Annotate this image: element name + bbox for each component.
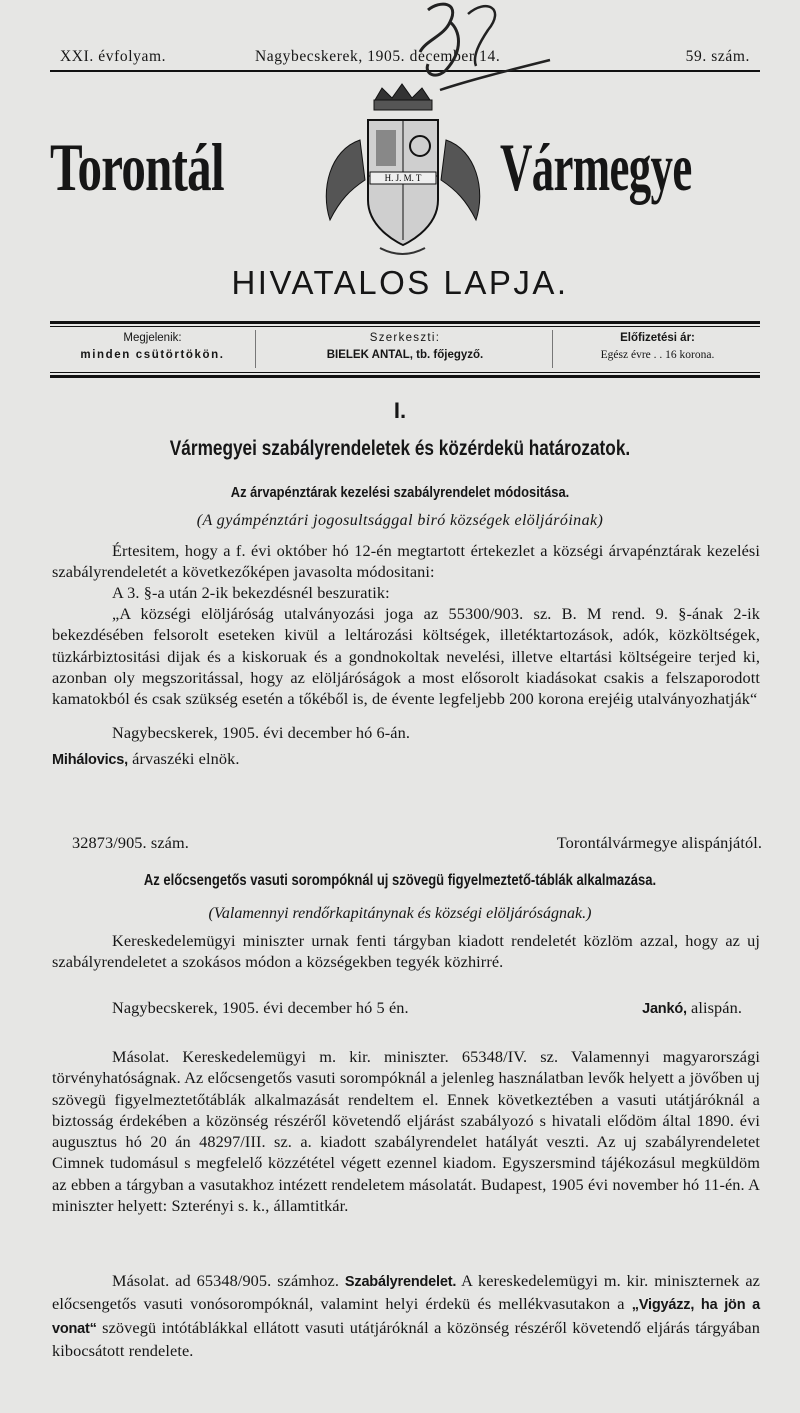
svg-text:H. J. M. T: H. J. M. T — [384, 173, 422, 183]
regulation-heading: Szabályrendelet. — [344, 1274, 457, 1290]
section-number: I. — [393, 398, 407, 423]
issue-number: 59. szám. — [685, 48, 750, 65]
appears-label: Megjelenik: — [123, 332, 182, 344]
article1-signature — [52, 748, 742, 771]
divider — [552, 330, 553, 368]
divider — [50, 321, 760, 324]
article2-paragraph: Kereskedelemügyi miniszter urnak fenti tárgyban kiadott rendeletét közlöm azzal, hogy az uj szabályrendeletet a szokásos módon a községekben tegyék közhirré. — [52, 931, 760, 972]
article1-date: Nagybecskerek, 1905. évi december hó 6-án. — [112, 723, 411, 742]
document-source: Torontálvármegye alispánjától. — [556, 833, 762, 852]
document-number: 32873/905. szám. — [72, 833, 189, 852]
article1-paragraph: A 3. §-a után 2-ik bekezdésnél beszuratik: — [112, 583, 390, 602]
appears-value: minden csütörtökön. — [80, 349, 225, 361]
article2-header — [72, 832, 762, 853]
appears-info — [55, 330, 250, 364]
subtitle: HIVATALOS LAPJA. — [231, 264, 569, 301]
editor-value: BIELEK ANTAL, tb. főjegyző. — [326, 349, 484, 361]
divider — [50, 326, 760, 327]
place-date: Nagybecskerek, 1905. december 14. — [255, 48, 501, 65]
copy-paragraph: Másolat. Kereskedelemügyi m. kir. miniszter. 65348/IV. sz. Valamennyi magyarországi törvényhatóságnak. Az előcsengetős vasuti sorompóknál a jelenleg használatban levők helyett a jövőben uj szövegü figyelmeztetőtáblák alkalmazását rendeltem el. Ennek következtében a vasuti utátjáróknál a biztosság érdekében a közönség részéről követendő eljárást szabályozó s hivatali elődöm által 1890. évi augusztus hó 20 án 48297/III. sz. a. kiadott szabályrendelet hatályát veszti. Az uj szabályrendeletet Cimnek tudomásul s megfelelő közzététel végett ezennel kiadom. Egyszersmind tájékozásul megküldöm az ebben a tárgyban a vasutakhoz intézett rendeletem másolatát. Budapest, 1905 évi november hó 11-én. A miniszter helyett: Szterényi s. k., államtitkár. — [52, 1047, 760, 1216]
title-right: Vármegye — [500, 129, 692, 205]
editor-info — [260, 330, 550, 364]
price-value: Egész évre . . 16 korona. — [600, 349, 715, 361]
signer-title: alispán. — [691, 998, 742, 1017]
warning-sign-text: „Vigyázz, ha jön a vonat“ — [52, 1297, 761, 1337]
divider — [255, 330, 256, 368]
section-title: Vármegyei szabályrendeletek és közérdekü határozatok. — [169, 437, 631, 460]
article1-title: Az árvapénztárak kezelési szabályrendelet módositása. — [230, 484, 570, 501]
title-left: Torontál — [50, 129, 224, 205]
price-info — [555, 330, 760, 364]
coat-of-arms-logo — [310, 80, 495, 260]
volume: XXI. évfolyam. — [60, 48, 167, 65]
copy-reference: Másolat. ad 65348/905. számhoz. — [112, 1271, 340, 1290]
editor-label: Szerkeszti: — [369, 332, 441, 344]
regulation-text: szövegü intótáblákkal ellátott vasuti utátjáróknál a közönség részéről követendő eljárás tárgyában kibocsátott rendelete. — [52, 1317, 760, 1360]
signer-name: Mihálovics, — [52, 752, 128, 768]
price-label: Előfizetési ár: — [620, 332, 695, 344]
regulation-text: A kereskedelemügyi m. kir. miniszternek az előcsengetős vasuti vonósorompóknál, valamint helyi érdekü és mellékvasutakon a — [52, 1271, 761, 1314]
regulation-paragraph — [52, 1270, 760, 1361]
article1-addressee: (A gyámpénztári jogosultsággal biró községek elöljáróinak) — [196, 512, 604, 529]
article2-title: Az előcsengetős vasuti sorompóknál uj szövegü figyelmeztető-táblák alkalmazása. — [143, 872, 657, 889]
signer-name: Jankó, — [642, 1001, 687, 1017]
article1-quote: „A községi elöljáróság utalványozási joga az 55300/903. sz. B. M rend. 9. §-ának 2-ik bekezdésében felsorolt eseteken kivül a leltározási költségek, illetéktartozások, adók, közköltségek, tüzkárbiztositási dijak és a kiskoruak és a gondnokoltak nevelési, illetve eltartási költségeire terjed ki, azonban oly megszoritással, hogy az elöljáróságok a most elősorolt kiadásokat csakis a felszaporodott kamatokból és csak szükség esetén a tőkéből is, de évente legfeljebb 200 korona erejéig utalványozhatják“ — [52, 604, 760, 709]
article2-addressee: (Valamennyi rendőrkapitánynak és községi elöljáróságnak.) — [208, 905, 592, 922]
article2-signoff — [52, 997, 760, 1018]
article2-date: Nagybecskerek, 1905. évi december hó 5 én. — [112, 998, 409, 1017]
signer-title: árvaszéki elnök. — [132, 749, 240, 768]
article1-paragraph: Értesitem, hogy a f. évi október hó 12-én megtartott értekezlet a községi árvapénztárak kezelési szabályrendeletét a következőképen javasolta módositani: — [52, 541, 760, 582]
divider — [50, 375, 760, 378]
divider — [50, 372, 760, 373]
